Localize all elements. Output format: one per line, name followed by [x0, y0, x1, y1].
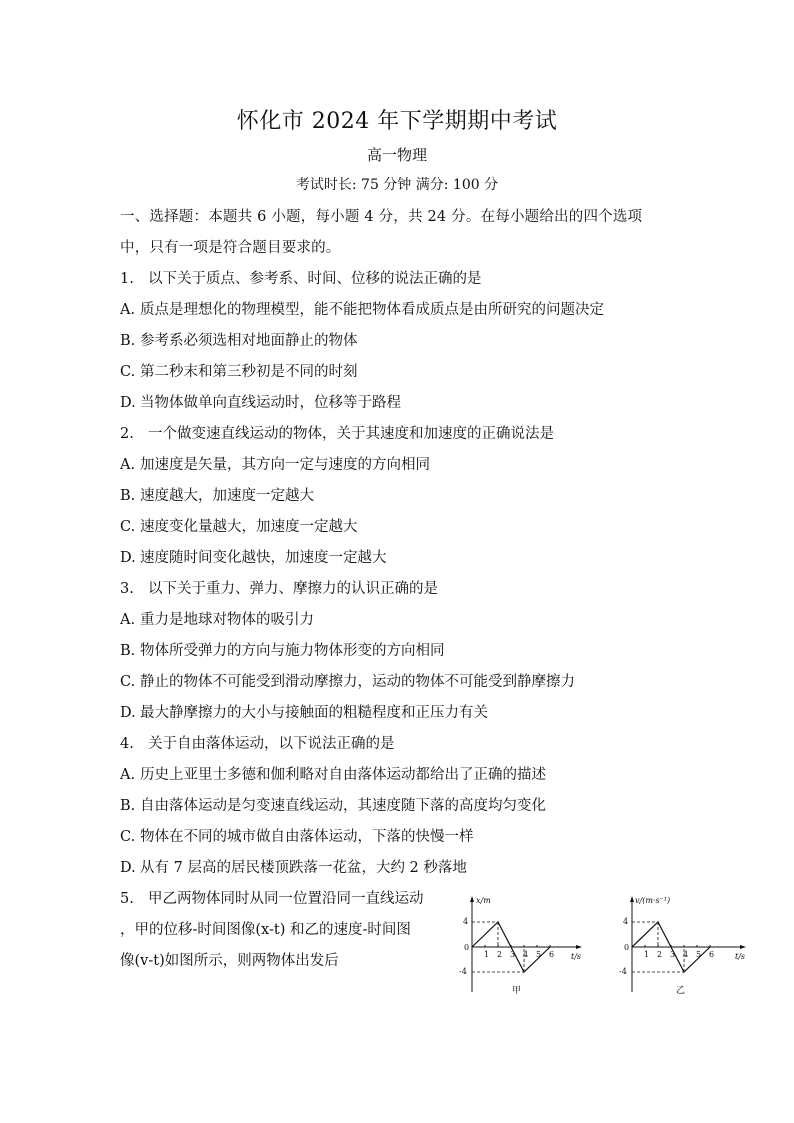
x-tick-label: 6: [549, 950, 555, 959]
option-text: 静止的物体不可能受到滑动摩擦力，运动的物体不可能受到静摩擦力: [140, 674, 575, 690]
graph-jia-svg: [458, 892, 588, 1000]
option-letter: C.: [120, 364, 136, 380]
option-text: 当物体做单向直线运动时，位移等于路程: [140, 395, 401, 411]
option-text: 物体在不同的城市做自由落体运动，下落的快慢一样: [140, 829, 474, 845]
y-axis-label: x/m: [476, 896, 491, 905]
graph-yi-svg: [618, 892, 752, 1000]
option-a: [120, 450, 680, 481]
option-letter: C.: [120, 519, 136, 535]
option-text: 历史上亚里士多德和伽利略对自由落体运动都给出了正确的描述: [140, 767, 546, 783]
question-number: 2.: [120, 426, 134, 442]
y-tick-label: -4: [619, 967, 627, 976]
x-tick-label: 1: [484, 950, 490, 959]
origin-label: 0: [624, 943, 630, 952]
option-text: 第二秒末和第三秒初是不同的时刻: [140, 364, 358, 380]
option-c: [120, 512, 680, 543]
x-axis-arrow: [576, 945, 582, 949]
section-instructions: [120, 202, 680, 264]
option-b: [120, 636, 680, 667]
option-text: 速度变化量越大，加速度一定越大: [140, 519, 358, 535]
x-tick-label: 5: [696, 950, 702, 959]
option-letter: A.: [120, 612, 136, 628]
option-c: [120, 357, 680, 388]
x-tick-label: 5: [536, 950, 542, 959]
option-text: 质点是理想化的物理模型，能不能把物体看成质点是由所研究的问题决定: [140, 302, 604, 318]
y-tick-label: -4: [459, 967, 467, 976]
x-axis-arrow: [740, 945, 746, 949]
x-tick-group: [644, 950, 714, 959]
option-b: [120, 326, 680, 357]
question-stem: 以下关于重力、弹力、摩擦力的认识正确的是: [148, 581, 438, 597]
option-d: [120, 543, 680, 574]
option-letter: D.: [120, 860, 136, 876]
option-d: [120, 698, 680, 729]
question-2: [120, 419, 680, 574]
option-text: 从有 7 层高的居民楼顶跌落一花盆，大约 2 秒落地: [140, 860, 467, 876]
option-b: [120, 481, 680, 512]
exam-subject: 高一物理: [366, 146, 427, 164]
x-axis-label: t/s: [571, 952, 582, 961]
question-stem: 以下关于质点、参考系、时间、位移的说法正确的是: [148, 271, 482, 287]
section-line-1: 一、选择题：本题共 6 小题，每小题 4 分，共 24 分。在每小题给出的四个选项: [120, 209, 643, 225]
question-5: [120, 884, 680, 980]
exam-meta: 考试时长: 75 分钟 满分: 100 分: [295, 177, 499, 193]
y-axis-arrow: [630, 896, 634, 902]
question-stem-line-1: 甲乙两物体同时从同一位置沿同一直线运动: [148, 891, 424, 907]
option-text: 速度随时间变化越快，加速度一定越大: [140, 550, 387, 566]
question-stem: 一个做变速直线运动的物体，关于其速度和加速度的正确说法是: [148, 426, 554, 442]
option-text: 物体所受弹力的方向与施力物体形变的方向相同: [140, 643, 445, 659]
option-c: [120, 667, 680, 698]
x-tick-label: 3: [670, 950, 676, 959]
x-tick-label: 2: [497, 950, 503, 959]
question-stem: 关于自由落体运动，以下说法正确的是: [148, 736, 395, 752]
graph-yi: [618, 892, 752, 1000]
option-a: [120, 760, 680, 791]
option-letter: D.: [120, 395, 136, 411]
option-text: 参考系必须选相对地面静止的物体: [140, 333, 358, 349]
option-d: [120, 853, 680, 884]
graph-caption: 乙: [676, 986, 686, 996]
option-letter: C.: [120, 674, 136, 690]
x-axis-label: t/s: [735, 952, 746, 961]
question-number: 5.: [120, 891, 134, 907]
option-letter: C.: [120, 829, 136, 845]
question-3: [120, 574, 680, 729]
origin-label: 0: [464, 943, 470, 952]
graph-jia: [458, 892, 588, 1000]
option-letter: A.: [120, 302, 136, 318]
option-c: [120, 822, 680, 853]
option-b: [120, 791, 680, 822]
option-letter: D.: [120, 705, 136, 721]
graph-caption: 甲: [512, 986, 522, 996]
x-tick-label: 4: [523, 950, 529, 959]
exam-title: 怀化市 2024 年下学期期中考试: [236, 109, 558, 134]
option-letter: B.: [120, 333, 136, 349]
question-number: 3.: [120, 581, 134, 597]
question-number: 4.: [120, 736, 134, 752]
x-tick-label: 6: [709, 950, 715, 959]
x-tick-label: 3: [510, 950, 516, 959]
option-letter: B.: [120, 798, 136, 814]
option-d: [120, 388, 680, 419]
y-axis-arrow: [470, 896, 474, 902]
option-letter: B.: [120, 643, 136, 659]
y-tick-label: 4: [463, 917, 469, 926]
option-letter: D.: [120, 550, 136, 566]
section-line-2: 中，只有一项是符合题目要求的。: [120, 240, 341, 256]
y-axis-label: v/(m·s⁻¹): [635, 896, 671, 905]
exam-body: [120, 202, 680, 980]
option-text: 最大静摩擦力的大小与接触面的粗糙程度和正压力有关: [140, 705, 488, 721]
question-stem-line-2: ，甲的位移-时间图像(x-t) 和乙的速度-时间图: [120, 922, 411, 938]
option-text: 速度越大，加速度一定越大: [140, 488, 314, 504]
option-text: 自由落体运动是匀变速直线运动，其速度随下落的高度均匀变化: [140, 798, 546, 814]
option-letter: A.: [120, 767, 136, 783]
option-letter: A.: [120, 457, 136, 473]
option-a: [120, 605, 680, 636]
question-4: [120, 729, 680, 884]
option-a: [120, 295, 680, 326]
x-tick-group: [484, 950, 554, 959]
x-tick-label: 1: [644, 950, 650, 959]
option-text: 加速度是矢量，其方向一定与速度的方向相同: [140, 457, 430, 473]
question-stem-line-3: 像(v-t)如图所示，则两物体出发后: [120, 953, 339, 969]
x-tick-label: 4: [683, 950, 689, 959]
question-number: 1.: [120, 271, 134, 287]
x-tick-label: 2: [657, 950, 663, 959]
option-text: 重力是地球对物体的吸引力: [140, 612, 314, 628]
question-1: [120, 264, 680, 419]
y-tick-label: 4: [623, 917, 629, 926]
option-letter: B.: [120, 488, 136, 504]
